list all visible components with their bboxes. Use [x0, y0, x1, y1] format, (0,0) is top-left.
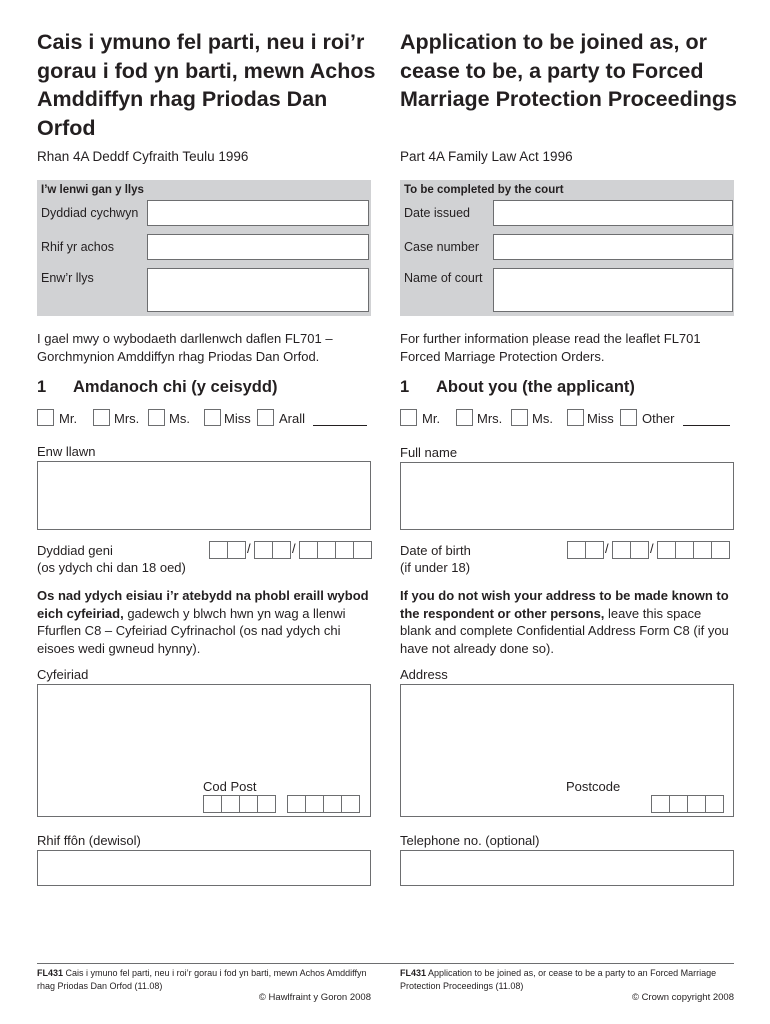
postcode-cell-5-welsh[interactable]: [287, 795, 306, 813]
dob-day-2-welsh[interactable]: [227, 541, 246, 559]
title-label-miss-welsh: Miss: [224, 411, 251, 426]
title-checkbox-mrs-welsh[interactable]: [93, 409, 110, 426]
date-issued-label-english: Date issued: [404, 206, 471, 220]
title-label-mr-english: Mr.: [422, 411, 441, 426]
footer-code-english: FL431: [400, 968, 427, 978]
copyright-english: © Crown copyright 2008: [631, 992, 734, 1003]
postcode-cell-1-welsh[interactable]: [203, 795, 222, 813]
postcode-cell-3-english[interactable]: [687, 795, 706, 813]
dob-slash-1-welsh: /: [247, 541, 251, 556]
title-other-line-english[interactable]: [683, 425, 730, 426]
postcode-cell-2-welsh[interactable]: [221, 795, 240, 813]
case-number-label-welsh: Rhif yr achos: [41, 240, 114, 254]
address-label-welsh: Cyfeiriad: [37, 667, 89, 682]
title-checkbox-other-welsh[interactable]: [257, 409, 274, 426]
date-issued-field-welsh[interactable]: [147, 200, 369, 226]
title-label-other-welsh: Arall: [279, 411, 306, 426]
full-name-label-english: Full name: [400, 445, 458, 460]
title-label-mr-welsh: Mr.: [59, 411, 78, 426]
title-other-line-welsh[interactable]: [313, 425, 367, 426]
dob-year-4-english[interactable]: [711, 541, 730, 559]
court-name-label-english: Name of court: [404, 271, 483, 285]
postcode-cell-6-welsh[interactable]: [305, 795, 324, 813]
court-name-field-welsh[interactable]: [147, 268, 369, 312]
dob-year-3-welsh[interactable]: [335, 541, 354, 559]
postcode-cell-4-welsh[interactable]: [257, 795, 276, 813]
date-issued-label-welsh: Dyddiad cychwyn: [41, 206, 139, 220]
title-options-english: [400, 409, 734, 429]
title-checkbox-mr-welsh[interactable]: [37, 409, 54, 426]
address-label-english: Address: [400, 667, 448, 682]
phone-field-welsh[interactable]: [37, 850, 371, 886]
dob-slash-2-welsh: /: [292, 541, 296, 556]
title-label-other-english: Other: [642, 411, 675, 426]
section-heading-welsh: [37, 378, 277, 397]
court-name-label-welsh: Enw’r llys: [41, 271, 94, 285]
footer-reference-welsh: [37, 967, 371, 993]
postcode-field-welsh[interactable]: [203, 795, 368, 813]
dob-year-4-welsh[interactable]: [353, 541, 372, 559]
court-panel-heading-welsh: I’w lenwi gan y llys: [41, 184, 144, 196]
postcode-cell-7-welsh[interactable]: [323, 795, 342, 813]
copyright-welsh: © Hawlfraint y Goron 2008: [258, 992, 371, 1003]
dob-year-1-english[interactable]: [657, 541, 676, 559]
phone-label-welsh: Rhif ffôn (dewisol): [37, 833, 141, 848]
case-number-label-english: Case number: [404, 240, 480, 254]
section-title-english: About you (the applicant): [436, 378, 635, 396]
title-checkbox-ms-english[interactable]: [511, 409, 528, 426]
dob-year-2-welsh[interactable]: [317, 541, 336, 559]
footer-reference-english: [400, 967, 734, 993]
form-title-english: Application to be joined as, or cease to be, a party to Forced Marriage Protection Proceedings: [400, 30, 737, 111]
postcode-cell-3-welsh[interactable]: [239, 795, 258, 813]
dob-note-welsh: (os ydych chi dan 18 oed): [37, 560, 186, 575]
further-info-welsh: I gael mwy o wybodaeth darllenwch daflen FL701 – Gorchmynion Amddiffyn rhag Priodas Dan Orfod.: [37, 331, 333, 364]
dob-month-2-welsh[interactable]: [272, 541, 291, 559]
address-field-english[interactable]: [400, 684, 734, 817]
title-label-miss-english: Miss: [587, 411, 614, 426]
footer-text-english: Application to be joined as, or cease to be a party to an Forced Marriage Protection Proceedings (11.08): [400, 968, 717, 991]
court-panel-heading-english: To be completed by the court: [404, 184, 564, 196]
court-use-panel-welsh: [37, 180, 371, 316]
dob-year-3-english[interactable]: [693, 541, 712, 559]
further-info-english: For further information please read the leaflet FL701 Forced Marriage Protection Orders.: [400, 331, 701, 364]
case-number-field-english[interactable]: [493, 234, 733, 260]
dob-field-welsh[interactable]: [209, 541, 371, 559]
address-note-welsh: [37, 587, 371, 657]
address-note-bold-english: If you do not wish your address to be made known to the respondent or other persons,: [400, 588, 729, 621]
case-number-field-welsh[interactable]: [147, 234, 369, 260]
dob-field-english[interactable]: [567, 541, 731, 559]
dob-day-2-english[interactable]: [585, 541, 604, 559]
full-name-field-english[interactable]: [400, 462, 734, 530]
title-checkbox-miss-welsh[interactable]: [204, 409, 221, 426]
title-checkbox-ms-welsh[interactable]: [148, 409, 165, 426]
dob-slash-1-english: /: [605, 541, 609, 556]
dob-note-english: (if under 18): [400, 560, 471, 575]
footer-rule: [37, 963, 734, 964]
dob-slash-2-english: /: [650, 541, 654, 556]
full-name-label-welsh: Enw llawn: [37, 444, 96, 459]
title-label-mrs-welsh: Mrs.: [114, 411, 140, 426]
dob-label-english: Date of birth: [400, 543, 471, 558]
postcode-label-welsh: Cod Post: [203, 779, 257, 794]
section-title-welsh: Amdanoch chi (y ceisydd): [73, 378, 278, 396]
full-name-field-welsh[interactable]: [37, 461, 371, 530]
dob-day-1-welsh[interactable]: [209, 541, 228, 559]
phone-field-english[interactable]: [400, 850, 734, 886]
section-heading-english: [400, 378, 635, 397]
form-subtitle-welsh: Rhan 4A Deddf Cyfraith Teulu 1996: [37, 149, 249, 164]
title-checkbox-mrs-english[interactable]: [456, 409, 473, 426]
title-checkbox-miss-english[interactable]: [567, 409, 584, 426]
title-checkbox-mr-english[interactable]: [400, 409, 417, 426]
title-options-welsh: [37, 409, 371, 429]
section-number-welsh: 1: [37, 378, 47, 396]
dob-year-1-welsh[interactable]: [299, 541, 318, 559]
footer-code-welsh: FL431: [37, 968, 64, 978]
address-note-rest-english: leave this space blank and complete Confidential Address Form C8 (if you have not already done so).: [400, 605, 729, 656]
title-label-ms-english: Ms.: [532, 411, 553, 426]
address-note-bold-welsh: Os nad ydych eisiau i’r atebydd na phobl eraill wybod eich cyfeiriad,: [37, 588, 369, 621]
court-name-field-english[interactable]: [493, 268, 733, 312]
postcode-field-english[interactable]: [651, 795, 733, 813]
dob-day-1-english[interactable]: [567, 541, 586, 559]
postcode-label-english: Postcode: [566, 779, 621, 794]
postcode-cell-4-english[interactable]: [705, 795, 724, 813]
address-note-english: [400, 587, 734, 657]
dob-month-1-english[interactable]: [612, 541, 631, 559]
form-title-welsh: Cais i ymuno fel parti, neu i roi’r gorau i fod yn barti, mewn Achos Amddiffyn rhag Priodas Dan Orfod: [37, 30, 376, 140]
dob-month-1-welsh[interactable]: [254, 541, 273, 559]
postcode-cell-2-english[interactable]: [669, 795, 688, 813]
address-field-welsh[interactable]: [37, 684, 371, 817]
postcode-cell-1-english[interactable]: [651, 795, 670, 813]
date-issued-field-english[interactable]: [493, 200, 733, 226]
dob-year-2-english[interactable]: [675, 541, 694, 559]
title-checkbox-other-english[interactable]: [620, 409, 637, 426]
phone-label-english: Telephone no. (optional): [400, 833, 540, 848]
section-number-english: 1: [400, 378, 410, 396]
postcode-cell-8-welsh[interactable]: [341, 795, 360, 813]
address-note-rest-welsh: gadewch y blwch hwn yn wag a llenwi Ffurflen C8 – Cyfeiriad Cyfrinachol (os nad ydych chi eisoes wedi gwneud hynny).: [37, 605, 346, 656]
dob-label-welsh: Dyddiad geni: [37, 543, 113, 558]
footer-text-welsh: Cais i ymuno fel parti, neu i roi’r gorau i fod yn barti, mewn Achos Amddiffyn rhag Priodas Dan Orfod (11.08): [37, 968, 367, 991]
title-label-mrs-english: Mrs.: [477, 411, 503, 426]
dob-month-2-english[interactable]: [630, 541, 649, 559]
form-subtitle-english: Part 4A Family Law Act 1996: [400, 149, 573, 164]
title-label-ms-welsh: Ms.: [169, 411, 190, 426]
court-use-panel-english: [400, 180, 734, 316]
